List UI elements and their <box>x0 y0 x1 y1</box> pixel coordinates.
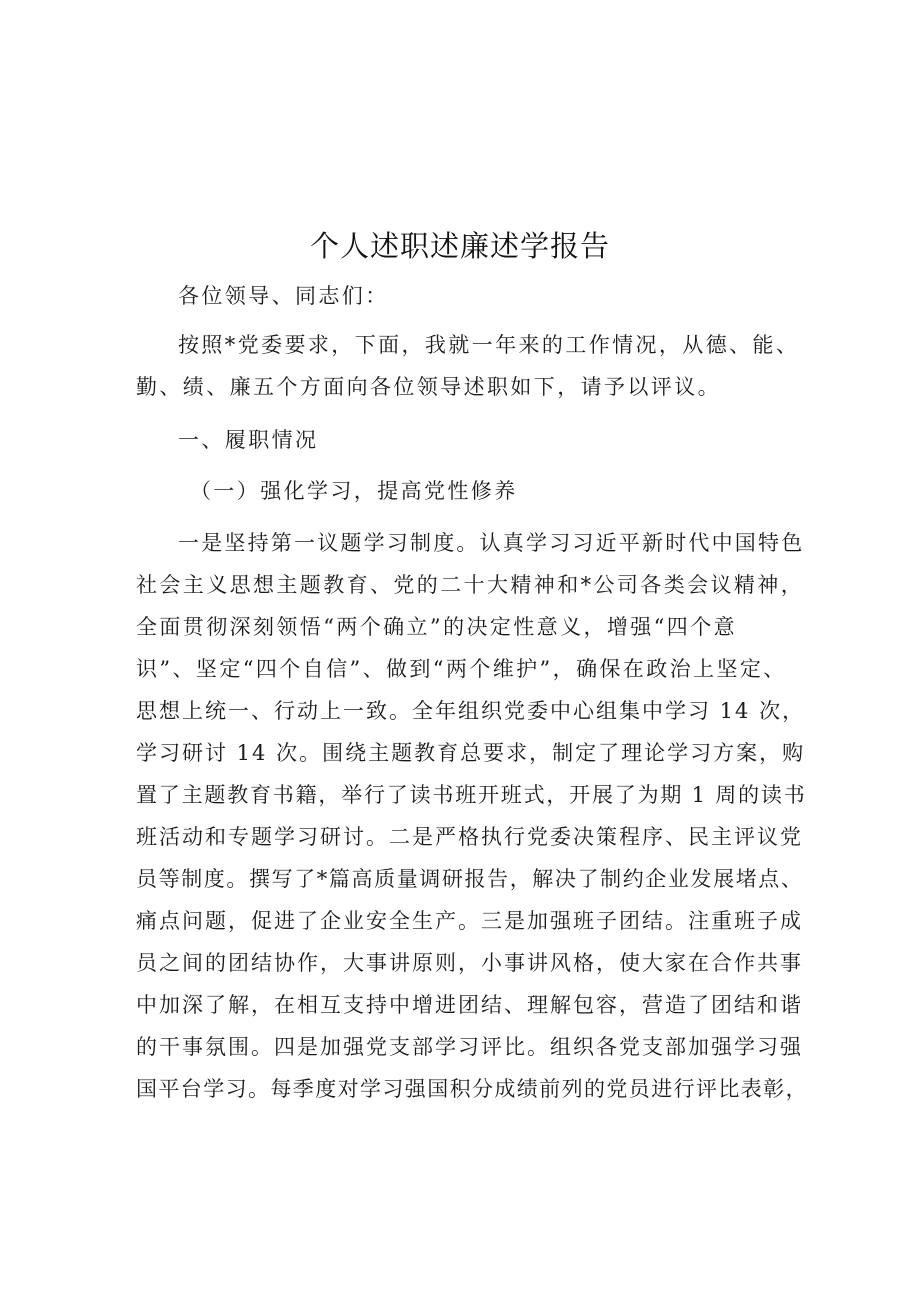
subsection-heading: （一）强化学习，提高党性修养 <box>190 479 518 503</box>
body-line-12: 中加深了解，在相互支持中增进团结、理解包容，营造了团结和谐 <box>136 993 803 1017</box>
body-line-3: 全面贯彻深刻领悟“两个确立”的决定性意义，增强“四个意 <box>136 615 738 639</box>
section-heading: 一、履职情况 <box>178 428 319 452</box>
greeting: 各位领导、同志们： <box>178 284 389 308</box>
body-line-2: 社会主义思想主题教育、党的二十大精神和*公司各类会议精神， <box>136 573 805 597</box>
intro-line-1: 按照*党委要求，下面，我就一年来的工作情况，从德、能、 <box>178 333 800 357</box>
body-line-8: 班活动和专题学习研讨。二是严格执行党委决策程序、民主评议党 <box>136 825 803 849</box>
document-title: 个人述职述廉述学报告 <box>309 229 610 263</box>
intro-line-2: 勤、绩、廉五个方面向各位领导述职如下，请予以评议。 <box>136 375 721 399</box>
body-line-13: 的干事氛围。四是加强党支部学习评比。组织各党支部加强学习强 <box>136 1035 803 1059</box>
body-line-7: 置了主题教育书籍，举行了读书班开班式，开展了为期 1 周的读书 <box>136 783 807 807</box>
body-line-9: 员等制度。撰写了*篇高质量调研报告，解决了制约企业发展堵点、 <box>136 867 804 891</box>
body-line-1: 一是坚持第一议题学习制度。认真学习习近平新时代中国特色 <box>178 531 805 555</box>
body-line-10: 痛点问题，促进了企业安全生产。三是加强班子团结。注重班子成 <box>136 909 803 933</box>
body-line-14: 国平台学习。每季度对学习强国积分成绩前列的党员进行评比表彰， <box>136 1077 808 1101</box>
body-line-6: 学习研讨 14 次。围绕主题教育总要求，制定了理论学习方案，购 <box>136 741 806 765</box>
body-line-11: 员之间的团结协作，大事讲原则，小事讲风格，使大家在合作共事 <box>136 951 803 975</box>
body-line-5: 思想上统一、行动上一致。全年组织党委中心组集中学习 14 次， <box>136 699 806 723</box>
body-line-4: 识”、坚定“四个自信”、做到“两个维护”，确保在政治上坚定、 <box>136 657 787 681</box>
